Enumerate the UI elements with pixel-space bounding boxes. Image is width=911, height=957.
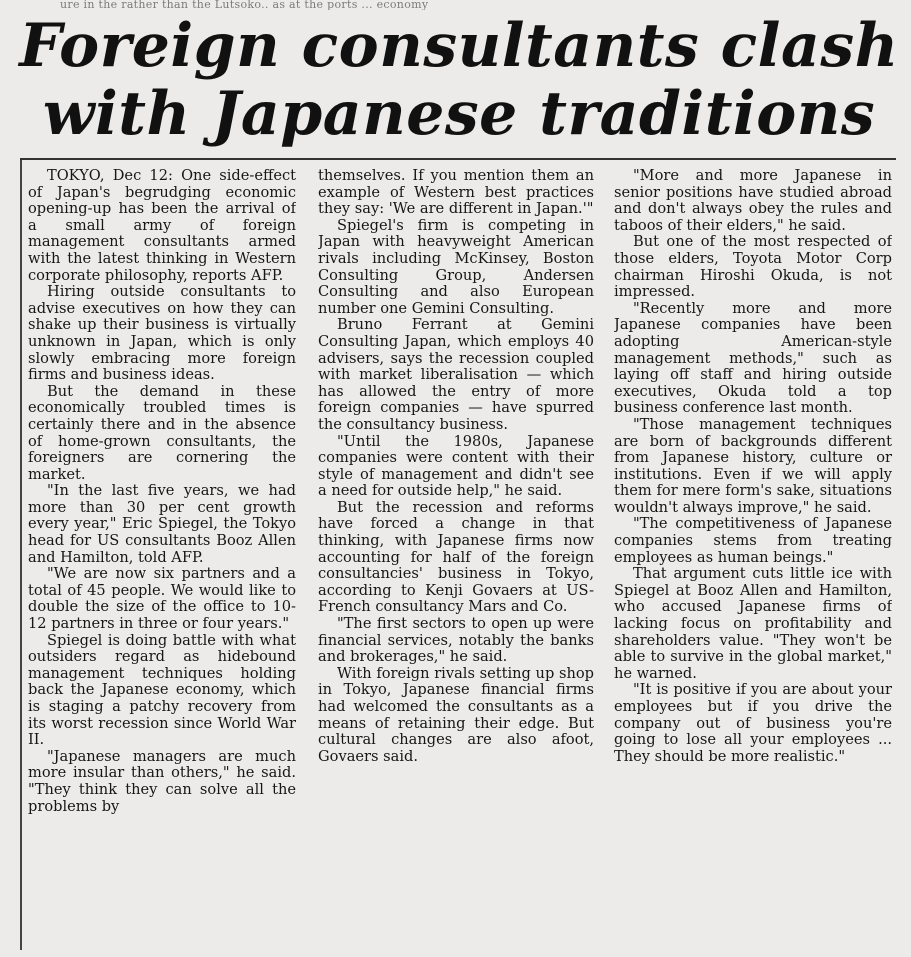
paragraph: With foreign rivals setting up shop in Tokyo, Japanese financial firms had welcomed the consultants as a means of retaining their edge. But cultural changes are also afoot, Govaers said. [318, 664, 594, 765]
paragraph: "Japanese managers are much more insular than others," he said. "They think they can solve all the problems by [28, 747, 296, 815]
article-column-3 [614, 168, 892, 948]
paragraph: Hiring outside consultants to advise executives on how they can shake up their business is virtually unknown in Japan, which is only slowly embracing more foreign firms and business ideas. [28, 283, 296, 384]
headline [14, 12, 904, 148]
paragraph: That argument cuts little ice with Spiegel at Booz Allen and Hamilton, who accused Japanese firms of lacking focus on profitability and shareholders value. "They won't be able to survive in the global market," he warned. [614, 565, 892, 682]
paragraph: "In the last five years, we had more than 30 per cent growth every year," Eric Spiegel, the Tokyo head for US consultants Booz Allen and Hamilton, told AFP. [28, 482, 296, 566]
paragraph: "We are now six partners and a total of 45 people. We would like to double the size of the office to 10-12 partners in three or four years." [28, 565, 296, 633]
headline-line-1: Foreign consultants clash [19, 11, 899, 81]
paragraph-text: One side-effect of Japan's begrudging economic opening-up has been the arrival of a small army of foreign management consultants armed with the latest thinking in Western corporate philosophy, reports AFP. [28, 168, 296, 284]
paragraph: "Recently more and more Japanese companies have been adopting American-style management methods," such as laying off staff and hiring outside executives, Okuda told a top business conference last month. [614, 299, 892, 417]
paragraph: But the recession and reforms have forced a change in that thinking, with Japanese firms now accounting for half of the foreign consultancies' business in Tokyo, according to Kenji Govaers at US-French consultancy Mars and Co. [318, 498, 594, 616]
paragraph: But one of the most respected of those elders, Toyota Motor Corp chairman Hiroshi Okuda, is not impressed. [614, 233, 892, 301]
paragraph: Bruno Ferrant at Gemini Consulting Japan, which employs 40 advisers, says the recession coupled with market liberalisation — which has allowed the entry of more foreign companies — have spurred the consultancy business. [318, 316, 594, 433]
paragraph: "The first sectors to open up were financial services, notably the banks and brokerages," he said. [318, 615, 594, 666]
left-border-rule [20, 160, 22, 950]
paragraph: Spiegel's firm is competing in Japan with heavyweight American rivals including McKinsey, Boston Consulting Group, Andersen Consulting and also European number one Gemini Consulting. [318, 216, 594, 317]
paragraph: "Those management techniques are born of backgrounds different from Japanese history, culture or institutions. Even if we will apply them for mere form's sake, situations wouldn't always improve," he said. [614, 415, 892, 516]
paragraph: Spiegel is doing battle with what outsiders regard as hidebound management techniques holding back the Japanese economy, which is staging a patchy recovery from its worst recession since World War II. [28, 631, 296, 749]
paragraph: "The competitiveness of Japanese companies stems from treating employees as human beings." [614, 515, 892, 566]
paragraph: "It is positive if you are about your employees but if you drive the company out of business you're going to lose all your employees ... They should be more realistic." [614, 681, 892, 765]
paragraph [28, 168, 296, 284]
headline-rule [20, 158, 896, 160]
paragraph: themselves. If you mention them an example of Western best practices they say: 'We are different in Japan.'" [318, 168, 594, 218]
paragraph: "More and more Japanese in senior positions have studied abroad and don't always obey the rules and taboos of their elders," he said. [614, 168, 892, 234]
paragraph: "Until the 1980s, Japanese companies were content with their style of management and didn't see a need for outside help," he said. [318, 432, 594, 500]
paragraph: But the demand in these economically troubled times is certainly there and in the absence of home-grown consultants, the foreigners are cornering the market. [28, 382, 296, 483]
cut-off-previous-text: ure in the rather than the Lutsoko.. as at the ports ... economy [60, 0, 429, 10]
dateline: TOKYO, Dec 12: [46, 168, 173, 184]
article-column-2 [318, 168, 594, 948]
article-column-1 [28, 168, 296, 948]
headline-line-2: with Japanese traditions [42, 79, 876, 149]
